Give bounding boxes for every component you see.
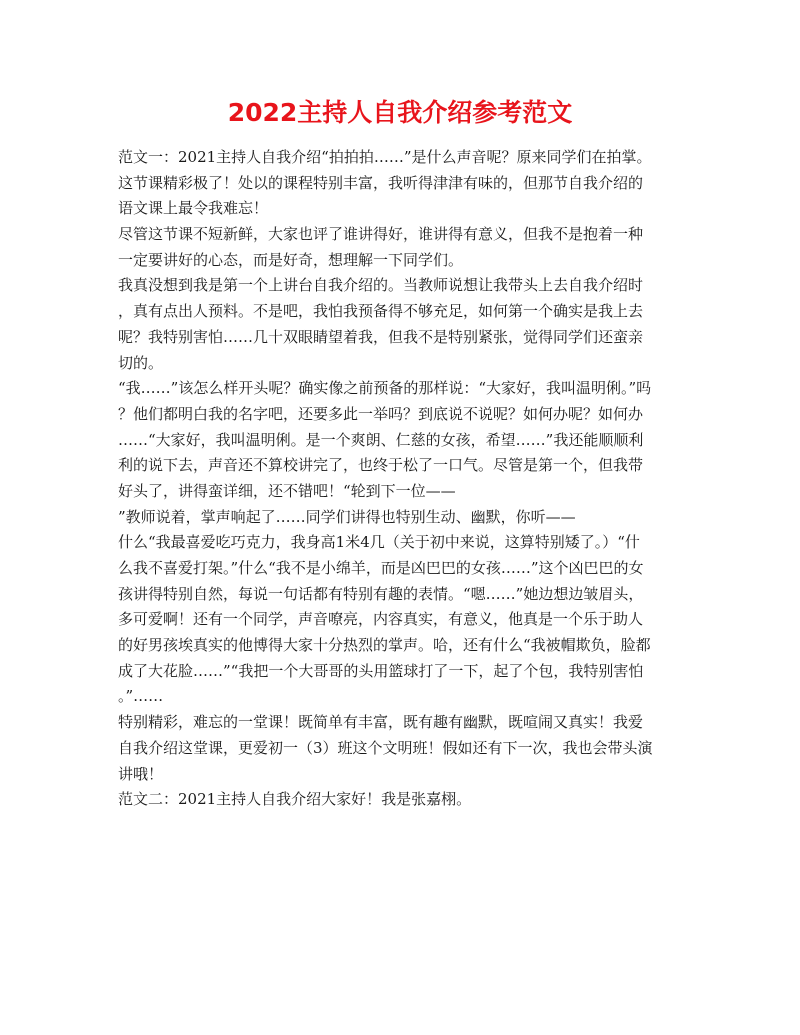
text-line: 的好男孩埃真实的他博得大家十分热烈的掌声。哈，还有什么“我被帽欺负，脸都: [118, 636, 651, 655]
text-line: 范文二：2021主持人自我介绍大家好！我是张嘉栩。: [118, 790, 472, 809]
text-line: 一定要讲好的心态，而是好奇，想理解一下同学们。: [118, 250, 464, 269]
text-line: 语文课上最令我难忘！: [118, 199, 269, 218]
text-line: 多可爱啊！还有一个同学，声音嘹亮，内容真实，有意义，他真是一个乐于助人: [118, 610, 644, 629]
text-line: 我真没想到我是第一个上讲台自我介绍的。当教师说想让我带头上去自我介绍时: [118, 276, 644, 295]
text-line: ，真有点出人预料。不是吧，我怕我预备得不够充足，如何第一个确实是我上去: [118, 302, 644, 321]
document-body: [118, 145, 678, 813]
text-line: 特别精彩，难忘的一堂课！既简单有丰富，既有趣有幽默，既喧闹又真实！我爱: [118, 713, 644, 732]
text-line: “我……”该怎么样开头呢？确实像之前预备的那样说：“大家好，我叫温明俐。”吗: [118, 379, 652, 398]
text-line: 什么“我最喜爱吃巧克力，我身高1米4几（关于初中来说，这算特别矮了。）“什: [118, 533, 640, 552]
text-line: 利的说下去，声音还不算校讲完了，也终于松了一口气。尽管是第一个，但我带: [118, 456, 644, 475]
text-line: 自我介绍这堂课，更爱初一（3）班这个文明班！假如还有下一次，我也会带头演: [118, 738, 653, 757]
text-line: ……“大家好，我叫温明俐。是一个爽朗、仁慈的女孩，希望……”我还能顺顺利: [118, 430, 644, 449]
text-line: 切的。: [118, 353, 164, 372]
text-line: 么我不喜爱打架。”什么“我不是小绵羊，而是凶巴巴的女孩……”这个凶巴巴的女: [118, 559, 644, 577]
text-line: 尽管这节课不短新鲜，大家也评了谁讲得好，谁讲得有意义，但我不是抱着一种: [118, 225, 644, 244]
text-line: 孩讲得特别自然，每说一句话都有特别有趣的表情。“嗯……”她边想边皱眉头，: [118, 584, 644, 603]
text-line: 。”……: [118, 687, 164, 706]
text-line: ？他们都明白我的名字吧，还要多此一举吗？到底说不说呢？如何办呢？如何办: [118, 404, 644, 423]
text-line: 呢？我特别害怕……几十双眼睛望着我，但我不是特别紧张，觉得同学们还蛮亲: [118, 327, 644, 346]
document-title: 2022主持人自我介绍参考范文: [227, 98, 573, 127]
text-line: 讲哦！: [118, 764, 164, 783]
text-line: ”教师说着，掌声响起了……同学们讲得也特别生动、幽默，你听——: [118, 507, 576, 526]
text-line: 好头了，讲得蛮详细，还不错吧！“轮到下一位——: [118, 481, 456, 500]
text-line: 范文一：2021主持人自我介绍“拍拍拍……”是什么声音呢？原来同学们在拍掌。: [118, 148, 652, 166]
text-line: 这节课精彩极了！处以的课程特别丰富，我听得津津有味的，但那节自我介绍的: [118, 173, 644, 192]
text-line: 成了大花脸……”“我把一个大哥哥的头用篮球打了一下，起了个包，我特别害怕: [118, 661, 644, 680]
